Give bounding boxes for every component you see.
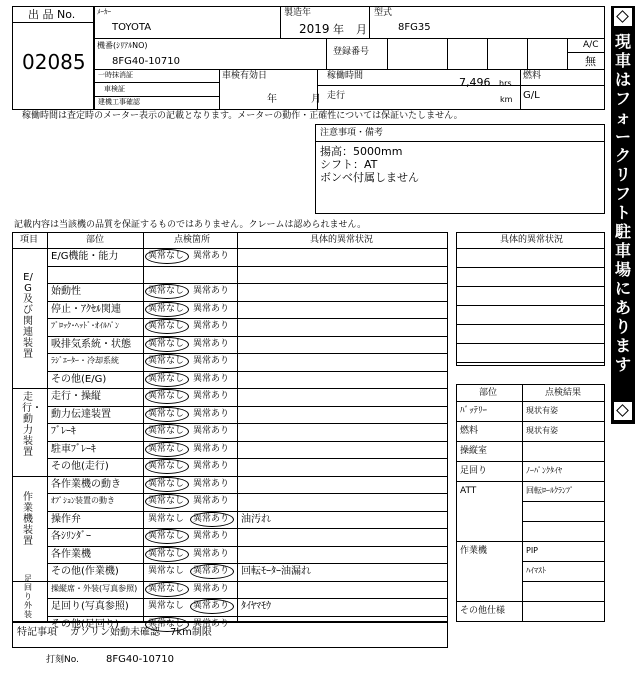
right-row-result: ﾉｰﾊﾟﾝｸﾀｲﾔ <box>526 466 562 475</box>
normal-option[interactable]: 異常なし <box>148 339 185 349</box>
table-row <box>47 546 448 564</box>
group-label-undercarriage: 足回り外装 <box>24 574 32 619</box>
col-detail-header: 具体的異常状況 <box>310 235 374 245</box>
quality-disclaimer: 記載内容は当該機の品質を保証するものではありません。クレームは認められません。 <box>14 220 367 230</box>
registration-label: 登録番号 <box>333 47 370 57</box>
right-row-result: 回転ﾛｰﾙｸﾗﾝﾌﾟ <box>526 486 574 495</box>
normal-option[interactable]: 異常なし <box>148 601 185 611</box>
fuel-label: 燃料 <box>523 71 542 81</box>
inspection-year-unit: 年 <box>267 94 277 105</box>
notes-line-2: シフト：AT <box>320 158 378 171</box>
normal-option[interactable]: 異常なし <box>148 479 185 489</box>
hours-disclaimer: 稼働時間は査定時のメーター表示の記載となります。メーターの動作・正確性については保証いたしません。 <box>22 111 463 121</box>
row-part-label: E/G機能・能力 <box>51 251 119 262</box>
hours-label: 稼働時間 <box>327 71 364 81</box>
diamond-icon <box>614 402 632 420</box>
abnormal-option[interactable]: 異常あり <box>193 461 230 471</box>
abnormal-option[interactable]: 異常あり <box>193 531 230 541</box>
row-part-label: 各作業機 <box>51 549 91 560</box>
lot-label: 出 品 No. <box>28 8 76 21</box>
special-notes-label: 特記事項 <box>17 627 57 638</box>
normal-option[interactable]: 異常なし <box>148 321 185 331</box>
right-row-result: 現状有姿 <box>526 426 558 435</box>
table-row <box>47 441 448 459</box>
normal-option[interactable]: 異常なし <box>148 514 185 524</box>
stamp-label: 打刻No. <box>46 655 79 665</box>
model-label: 型式 <box>374 8 393 18</box>
abnormal-option[interactable]: 異常あり <box>193 339 230 349</box>
right-row-part: その他仕様 <box>460 606 506 616</box>
abnormal-option[interactable]: 異常あり <box>193 409 230 419</box>
normal-option[interactable]: 異常なし <box>148 409 185 419</box>
row-part-label: 足回り(写真参照) <box>51 601 129 612</box>
row-part-label: 吸排気系統・状態 <box>51 339 131 350</box>
table-row <box>47 371 448 389</box>
normal-option[interactable]: 異常なし <box>148 496 185 506</box>
abnormal-option[interactable]: 異常あり <box>193 549 230 559</box>
normal-option[interactable]: 異常なし <box>148 356 185 366</box>
right-row-part: 操縦室 <box>460 446 488 456</box>
row-part-label: 駐車ﾌﾞﾚｰｷ <box>51 444 96 455</box>
right-part-header: 部位 <box>479 388 498 398</box>
group-label-work: 作業機装置 <box>23 492 33 547</box>
table-row <box>47 283 448 301</box>
stamp-value: 8FG40-10710 <box>106 654 175 665</box>
row-part-label: 停止・ｱｸｾﾙ関連 <box>51 304 121 315</box>
abnormal-option[interactable]: 異常あり <box>193 356 230 366</box>
location-banner <box>611 6 635 424</box>
row-detail: 油汚れ <box>241 514 271 525</box>
abnormal-option[interactable]: 異常あり <box>193 374 230 384</box>
abnormal-option[interactable]: 異常あり <box>193 251 230 261</box>
abnormal-option[interactable]: 異常あり <box>193 566 230 576</box>
ac-label: A/C <box>583 40 599 50</box>
row-part-label: その他(作業機) <box>51 566 119 577</box>
abnormal-option[interactable]: 異常あり <box>193 496 230 506</box>
row-part-label: その他(足回り) <box>51 619 119 630</box>
normal-option[interactable]: 異常なし <box>148 444 185 454</box>
lot-number: 02085 <box>22 50 86 74</box>
right-row-result: ﾊｲﾏｽﾄ <box>526 566 546 575</box>
row-part-label: ﾌﾞﾛｯｸ･ﾍｯﾄﾞ･ｵｲﾙﾊﾟﾝ <box>51 321 119 330</box>
right-row-part: 足回り <box>460 466 488 476</box>
month-unit: 月 <box>356 23 367 36</box>
normal-option[interactable]: 異常なし <box>148 391 185 401</box>
normal-option[interactable]: 異常なし <box>148 251 185 261</box>
group-label-engine: E/G及び関連装置 <box>23 272 33 360</box>
year-label: 製造年 <box>284 8 312 18</box>
inspection-month-unit: 月 <box>311 94 321 105</box>
table-row <box>456 501 605 521</box>
abnormal-option[interactable]: 異常あり <box>193 601 230 611</box>
year-unit: 年 <box>333 23 344 36</box>
row-part-label: 各作業機の動き <box>51 479 121 490</box>
maker-value: TOYOTA <box>112 22 152 33</box>
right-row-result: 現状有姿 <box>526 406 558 415</box>
inspection-expiry-label: 車検有効日 <box>222 71 268 81</box>
row-part-label: 操作弁 <box>51 514 81 525</box>
diamond-icon <box>614 8 632 26</box>
row-part-label: ｵﾌﾟｼｮﾝ装置の動き <box>51 496 115 505</box>
work-cert-label: 建機工事確認 <box>98 98 140 106</box>
right-row-part: 作業機 <box>460 546 488 556</box>
row-part-label: 各ｼﾘﾝﾀﾞｰ <box>51 531 91 542</box>
right-row-part: ATT <box>460 486 477 496</box>
row-part-label: 動力伝達装置 <box>51 409 111 420</box>
abnormal-option[interactable]: 異常あり <box>193 514 230 524</box>
row-detail: ﾀｲﾔﾏﾓｳ <box>241 601 271 612</box>
col-check-header: 点検箇所 <box>174 235 211 245</box>
normal-option[interactable]: 異常なし <box>148 619 185 629</box>
normal-option[interactable]: 異常なし <box>148 584 185 594</box>
inspection-cert-label: 車検証 <box>104 85 125 93</box>
abnormal-option[interactable]: 異常あり <box>193 584 230 594</box>
normal-option[interactable]: 異常なし <box>148 374 185 384</box>
mileage-unit: km <box>500 95 513 104</box>
normal-option[interactable]: 異常なし <box>148 531 185 541</box>
row-part-label: その他(E/G) <box>51 374 107 385</box>
row-part-label: 操縦席・外装(写真参照) <box>51 584 138 593</box>
serial-label: 機番(ｼﾘｱﾙNO) <box>97 41 148 50</box>
notes-line-1: 揚高：5000mm <box>320 145 403 158</box>
table-row <box>47 528 448 546</box>
abnormal-option[interactable]: 異常あり <box>193 479 230 489</box>
mileage-label: 走行 <box>327 91 346 101</box>
normal-option[interactable]: 異常なし <box>148 461 185 471</box>
row-part-label: ﾗｼﾞｴｰﾀｰ・冷却系統 <box>51 356 119 365</box>
abnormal-option[interactable]: 異常あり <box>193 286 230 296</box>
fuel-value: G/L <box>523 90 540 101</box>
right-detail-header: 具体的異常状況 <box>500 235 564 245</box>
maker-label: ﾒｰｶｰ <box>97 8 111 16</box>
abnormal-option[interactable]: 異常あり <box>193 444 230 454</box>
row-detail: 回転ﾓｰﾀｰ油漏れ <box>241 566 311 577</box>
model-value: 8FG35 <box>398 22 431 33</box>
notes-line-3: ボンベ付属しません <box>320 171 419 184</box>
banner-text: 現車はフォークリフト駐車場にあります <box>614 32 631 374</box>
normal-option[interactable]: 異常なし <box>148 286 185 296</box>
serial-value: 8FG40-10710 <box>112 56 181 67</box>
right-row-part: ﾊﾞｯﾃﾘｰ <box>460 406 488 416</box>
hours-unit: hrs <box>499 79 512 88</box>
abnormal-option[interactable]: 異常あり <box>193 426 230 436</box>
row-part-label: 走行・操縦 <box>51 391 101 402</box>
notes-label: 注意事項・備考 <box>320 128 384 138</box>
right-row-result: PIP <box>526 546 539 555</box>
row-part-label: その他(走行) <box>51 461 109 472</box>
abnormal-option[interactable]: 異常あり <box>193 321 230 331</box>
table-row <box>456 581 605 601</box>
hours-value: 7,496 <box>459 76 491 89</box>
temp-cert-label: 一時抹消証 <box>98 71 133 79</box>
row-part-label: 始動性 <box>51 286 81 297</box>
table-row <box>47 388 448 406</box>
table-row <box>456 521 605 541</box>
normal-option[interactable]: 異常なし <box>148 304 185 314</box>
abnormal-option[interactable]: 異常あり <box>193 619 230 629</box>
normal-option[interactable]: 異常なし <box>148 426 185 436</box>
row-part-label: ﾌﾞﾚｰｷ <box>51 426 76 437</box>
abnormal-option[interactable]: 異常あり <box>193 391 230 401</box>
normal-option[interactable]: 異常なし <box>148 549 185 559</box>
normal-option[interactable]: 異常なし <box>148 566 185 576</box>
right-result-header: 点検結果 <box>545 388 582 398</box>
col-part-header: 部位 <box>86 235 105 245</box>
special-notes-value: ガソリン始動未確認 7km制限 <box>70 627 212 638</box>
right-row-part: 燃料 <box>460 426 479 436</box>
table-row <box>47 423 448 441</box>
right-detail-box <box>456 232 605 366</box>
year-value: 2019 <box>299 22 330 36</box>
ac-value: 無 <box>585 55 596 68</box>
table-row <box>47 266 448 284</box>
abnormal-option[interactable]: 異常あり <box>193 304 230 314</box>
group-label-drive: 走行・動力装置 <box>22 392 42 458</box>
col-item-header: 項目 <box>20 235 39 245</box>
